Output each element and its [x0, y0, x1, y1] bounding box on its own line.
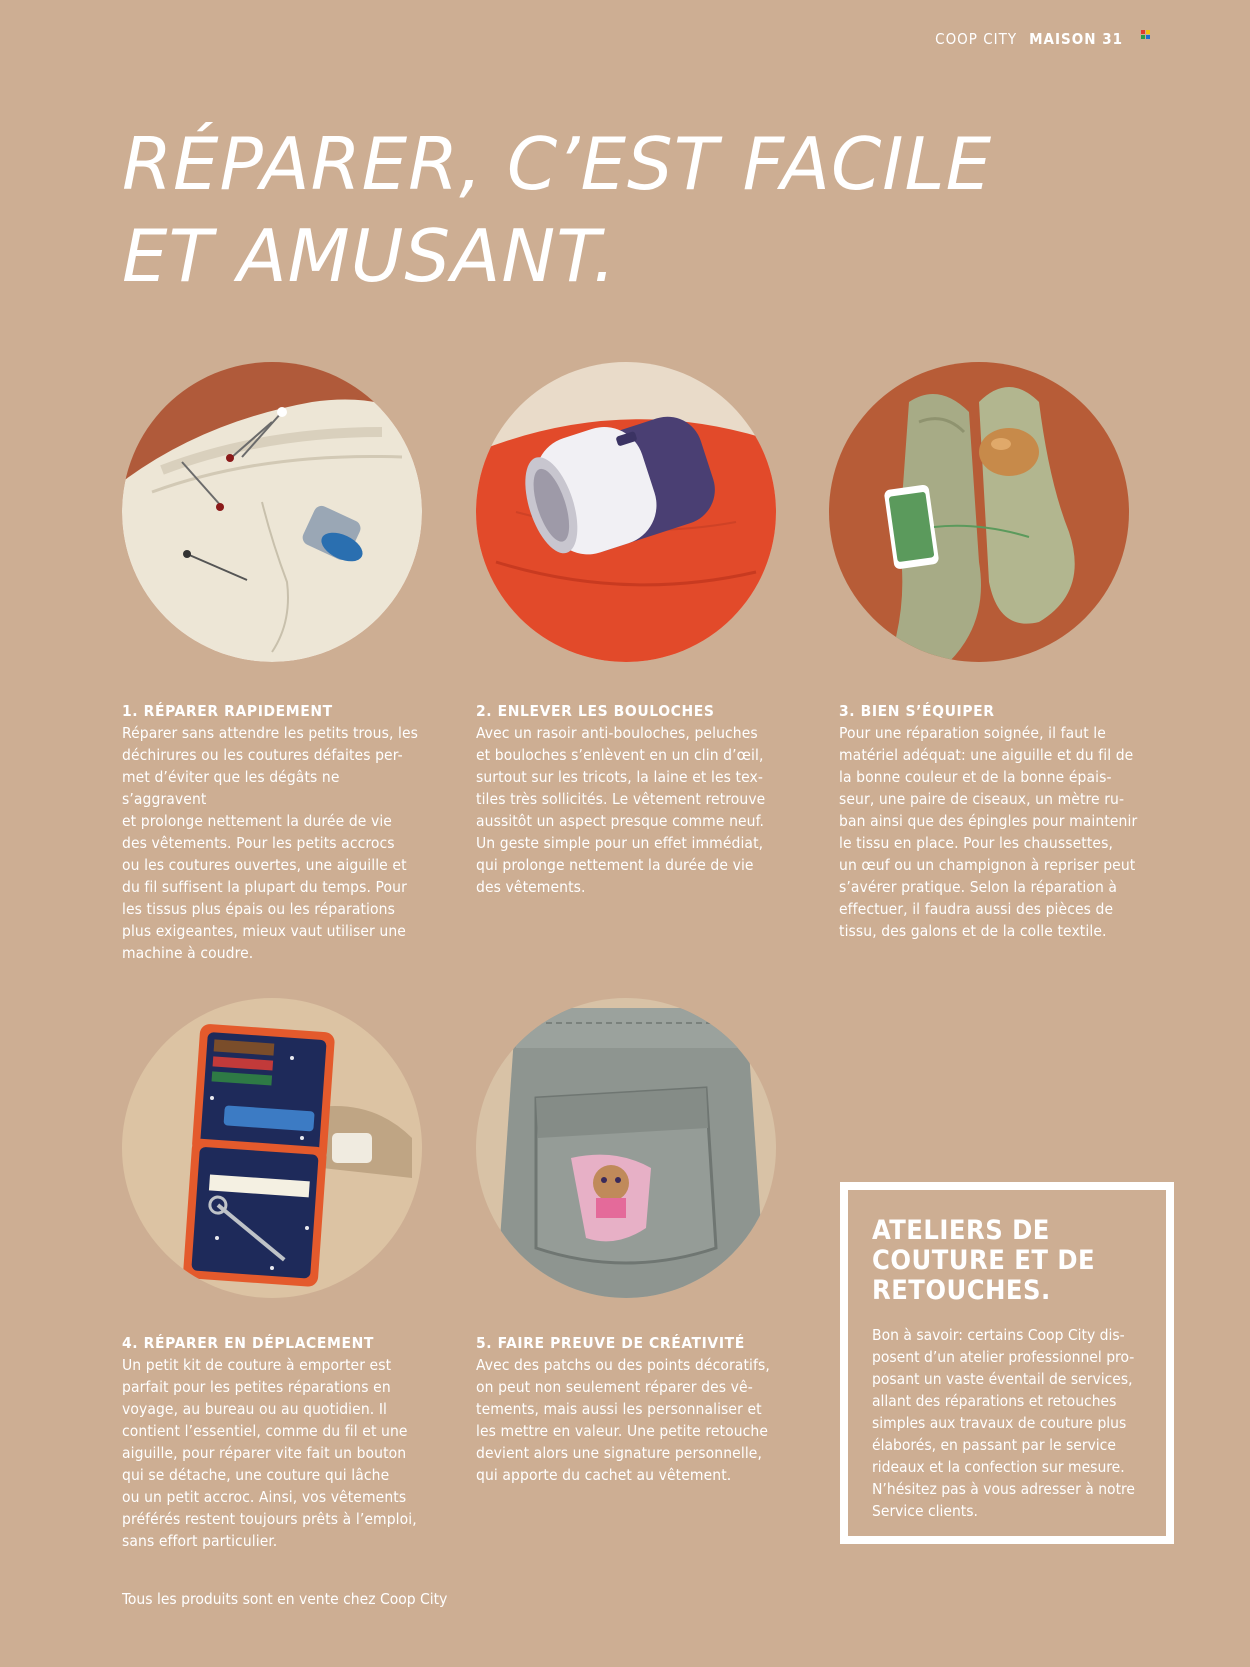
section-line: Réparer sans attendre les petits trous, les	[122, 724, 419, 742]
section-line: Avec un rasoir anti-bouloches, peluches	[476, 724, 758, 742]
section-line: contient l’essentiel, comme du fil et une	[122, 1422, 408, 1440]
section-heading: 3. BIEN S’ÉQUIPER	[839, 702, 995, 720]
section-line: voyage, au bureau ou au quotidien. Il	[122, 1400, 388, 1418]
info-heading-line: RETOUCHES.	[872, 1275, 1051, 1306]
section-line: aiguille, pour réparer vite fait un bouton	[122, 1444, 407, 1462]
section-line: machine à coudre.	[122, 944, 254, 962]
section-line: un œuf ou un champignon à repriser peut	[839, 856, 1136, 874]
lint-remover-photo	[476, 362, 776, 662]
section-line: ou un petit accroc. Ainsi, vos vêtements	[122, 1488, 407, 1506]
info-box-heading	[872, 1216, 1138, 1306]
section-heading: 2. ENLEVER LES BOULOCHES	[476, 702, 715, 720]
section-line: matériel adéquat: une aiguille et du fil de	[839, 746, 1134, 764]
info-line: Bon à savoir: certains Coop City dis-	[872, 1326, 1125, 1344]
section-line: et bouloches s’enlèvent en un clin d’œil,	[476, 746, 764, 764]
footer-note: Tous les produits sont en vente chez Coop City	[122, 1590, 448, 1608]
sewing-kit-photo	[122, 998, 422, 1298]
section-line: met d’éviter que les dégâts ne s’aggravent	[122, 768, 340, 808]
section-line: Pour une réparation soignée, il faut le	[839, 724, 1106, 742]
socks-darning-egg-photo	[829, 362, 1129, 662]
patch-pocket-photo	[476, 998, 776, 1298]
section-line: les tissus plus épais ou les réparations	[122, 900, 395, 918]
section-line: ban ainsi que des épingles pour maintenir	[839, 812, 1138, 830]
info-line: Service clients.	[872, 1502, 978, 1520]
section-heading: 5. FAIRE PREUVE DE CRÉATIVITÉ	[476, 1334, 745, 1352]
section-heading: 1. RÉPARER RAPIDEMENT	[122, 702, 333, 720]
info-heading-line: COUTURE ET DE	[872, 1245, 1096, 1276]
section-line: seur, une paire de ciseaux, un mètre ru-	[839, 790, 1125, 808]
title-line-2: ET AMUSANT.	[122, 214, 617, 298]
section-line: des vêtements. Pour les petits accrocs	[122, 834, 395, 852]
section-remove-pills	[476, 700, 776, 898]
section-line: devient alors une signature personnelle,	[476, 1444, 763, 1462]
section-heading: 4. RÉPARER EN DÉPLACEMENT	[122, 1334, 374, 1352]
section-line: s’avérer pratique. Selon la réparation à	[839, 878, 1118, 896]
section-line: parfait pour les petites réparations en	[122, 1378, 391, 1396]
info-line: posant un vaste éventail de services,	[872, 1370, 1133, 1388]
page-title	[122, 118, 1022, 302]
info-line: élaborés, en passant par le service	[872, 1436, 1116, 1454]
section-line: Avec des patchs ou des points décoratifs,	[476, 1356, 770, 1374]
section-line: Un geste simple pour un effet immédiat,	[476, 834, 764, 852]
section-line: aussitôt un aspect presque comme neuf.	[476, 812, 765, 830]
title-line-1: RÉPARER, C’EST FACILE	[122, 122, 993, 206]
section-line: surtout sur les tricots, la laine et les tex-	[476, 768, 763, 786]
section-line: déchirures ou les coutures défaites per-	[122, 746, 403, 764]
info-box-ateliers	[840, 1182, 1174, 1544]
info-line: posent d’un atelier professionnel pro-	[872, 1348, 1135, 1366]
section-line: tiles très sollicités. Le vêtement retrouve	[476, 790, 766, 808]
info-heading-line: ATELIERS DE	[872, 1215, 1050, 1246]
section-creativity	[476, 1332, 776, 1486]
info-line: allant des réparations et retouches	[872, 1392, 1117, 1410]
info-line: simples aux travaux de couture plus	[872, 1414, 1127, 1432]
page-header	[935, 30, 1150, 48]
section-line: qui se détache, une couture qui lâche	[122, 1466, 390, 1484]
section-on-the-go	[122, 1332, 422, 1552]
logo-dots-icon	[1141, 30, 1150, 39]
section-line: et prolonge nettement la durée de vie	[122, 812, 392, 830]
section-line: qui apporte du cachet au vêtement.	[476, 1466, 732, 1484]
section-line: Un petit kit de couture à emporter est	[122, 1356, 392, 1374]
page-number: 31	[1102, 30, 1123, 48]
info-line: rideaux et la confection sur mesure.	[872, 1458, 1125, 1476]
section-line: plus exigeantes, mieux vaut utiliser une	[122, 922, 406, 940]
section-and-page	[1029, 30, 1123, 48]
section-line: préférés restent toujours prêts à l’emploi,	[122, 1510, 417, 1528]
section-line: le tissu en place. Pour les chaussettes,	[839, 834, 1113, 852]
section-name: MAISON	[1029, 30, 1097, 48]
section-line: du fil suffisent la plupart du temps. Pour	[122, 878, 407, 896]
magazine-name: COOP CITY	[935, 30, 1018, 48]
section-line: des vêtements.	[476, 878, 586, 896]
section-line: sans effort particulier.	[122, 1532, 278, 1550]
section-line: on peut non seulement réparer des vê-	[476, 1378, 753, 1396]
section-line: effectuer, il faudra aussi des pièces de	[839, 900, 1114, 918]
section-line: qui prolonge nettement la durée de vie	[476, 856, 754, 874]
section-line: tements, mais aussi les personnaliser et	[476, 1400, 762, 1418]
pins-thimble-sweater-photo	[122, 362, 422, 662]
section-line: tissu, des galons et de la colle textile.	[839, 922, 1107, 940]
section-quick-repair	[122, 700, 422, 964]
section-equipment	[839, 700, 1139, 942]
info-line: N’hésitez pas à vous adresser à notre	[872, 1480, 1136, 1498]
section-line: les mettre en valeur. Une petite retouche	[476, 1422, 769, 1440]
section-line: la bonne couleur et de la bonne épais-	[839, 768, 1112, 786]
section-line: ou les coutures ouvertes, une aiguille et	[122, 856, 407, 874]
